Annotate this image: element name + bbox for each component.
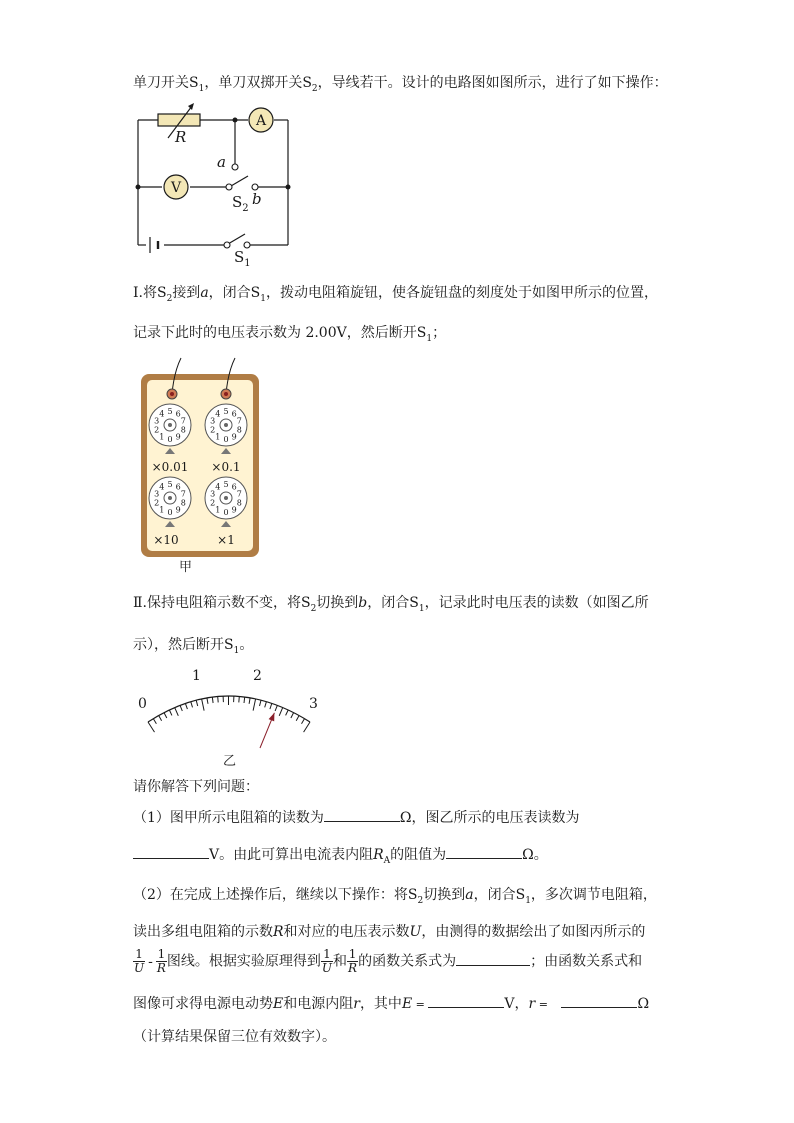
q2-line4 <box>133 993 649 1013</box>
step1-text: 接到 <box>172 285 201 301</box>
dial-digit: 9 <box>231 432 237 442</box>
scale-tick <box>265 702 267 708</box>
q2-text: = <box>412 998 429 1011</box>
ammeter-label: A <box>255 113 267 129</box>
voltmeter-label: V <box>170 180 182 196</box>
scale-tick <box>159 716 162 721</box>
dial-digit: 1 <box>159 432 165 442</box>
dial-digit: 4 <box>159 482 165 492</box>
figure-caption-yi: 乙 <box>223 754 237 769</box>
q2-text: Ω <box>637 996 650 1012</box>
scale-tick <box>239 697 240 703</box>
answer-blank-internal-resistance[interactable] <box>561 993 637 1008</box>
q2-var: U <box>409 924 422 940</box>
q2-line2 <box>133 921 645 941</box>
step2-sub: 1 <box>418 603 425 614</box>
dial-digit: 6 <box>231 409 237 419</box>
step1-text: Ⅰ.将S <box>133 285 167 301</box>
dial-digit: 7 <box>180 489 186 499</box>
scale-tick <box>175 708 179 716</box>
step1-line2 <box>133 322 446 344</box>
dial-digit: 3 <box>210 416 216 426</box>
mult-label-0: ×0.01 <box>151 460 189 474</box>
q1-text: 的阻值为 <box>390 847 447 863</box>
answer-blank-function[interactable] <box>456 951 530 966</box>
scale-tick <box>164 713 167 718</box>
scale-tick <box>275 705 277 711</box>
q1-text: Ω，图乙所示的电压表读数为 <box>399 810 580 826</box>
dial-digit: 5 <box>167 407 173 416</box>
dial-digit: 0 <box>223 435 229 444</box>
step1-text: 记录下此时的电压表示数为 2.00V，然后断开S <box>133 325 427 341</box>
dial-digit: 5 <box>223 407 229 416</box>
scale-tick <box>180 705 182 711</box>
q2-text: 和对应的电压表示数 <box>283 924 410 940</box>
node-b-label: b <box>252 190 262 208</box>
dial-digit: 2 <box>210 498 216 508</box>
figure-caption-jia: 甲 <box>179 560 193 575</box>
q2-text: ；由函数关系式和 <box>530 953 643 970</box>
q2-text: 图像可求得电源电动势 <box>133 996 273 1012</box>
scale-tick <box>296 716 299 721</box>
dial-digit: 9 <box>231 505 237 515</box>
step2-text: 。 <box>239 637 254 653</box>
scale-label-2: 2 <box>253 668 262 684</box>
q2-text: ，其中 <box>359 996 402 1012</box>
scale-tick <box>185 703 187 709</box>
resistance-box-figure <box>136 352 266 577</box>
q2-var: r <box>353 996 360 1012</box>
step2-line2 <box>133 634 253 656</box>
q2-text: ，闭合S <box>473 887 526 903</box>
scale-tick <box>260 700 262 706</box>
dial-digit: 6 <box>175 482 181 492</box>
circuit-diagram <box>128 100 308 270</box>
scale-tick <box>202 699 205 711</box>
step2-text: ，记录此时电压表的读数（如图乙所 <box>424 595 649 611</box>
dial-digit: 5 <box>223 480 229 489</box>
dial-digit: 8 <box>180 498 186 508</box>
scale-tick <box>302 719 305 724</box>
q2-var: E <box>273 996 284 1012</box>
step1-line1 <box>133 282 658 304</box>
mult-label-1: ×0.1 <box>211 460 241 474</box>
resistor-label: R <box>175 128 187 146</box>
fraction-1-over-r: $\frac{1}{R}$ <box>348 947 358 975</box>
scale-label-0: 0 <box>138 696 147 712</box>
dial-digit: 4 <box>215 482 221 492</box>
minus-sign: - <box>148 953 153 970</box>
q1-text: （1）图甲所示电阻箱的读数为 <box>133 810 324 826</box>
step1-text: ； <box>432 325 447 341</box>
dial-digit: 1 <box>159 505 165 515</box>
q2-text: 切换到 <box>423 887 466 903</box>
q2-text: 和 <box>333 953 348 970</box>
step1-text: ，拨动电阻箱旋钮，使各旋钮盘的刻度处于如图甲所示的位置， <box>266 285 658 301</box>
node-a-label: a <box>217 153 226 171</box>
intro-text-a: 单刀开关S <box>133 75 199 91</box>
step1-sub: 1 <box>426 333 433 344</box>
step1-text: ，闭合S <box>208 285 261 301</box>
q2-text: （2）在完成上述操作后，继续以下操作：将S <box>133 887 418 903</box>
questions-header: 请你解答下列问题： <box>133 779 259 795</box>
step2-sub: 2 <box>310 603 317 614</box>
dial-digit: 3 <box>154 489 160 499</box>
dial-digit: 1 <box>215 505 221 515</box>
dial-digit: 4 <box>159 409 165 419</box>
intro-text-b: ，单刀双掷开关S <box>204 75 312 91</box>
step2-line1 <box>133 592 649 614</box>
scale-tick <box>279 708 283 716</box>
switch2-label: $S_2$ <box>232 193 249 214</box>
q2-text: ，由测得的数据绘出了如图丙所示的 <box>421 924 646 940</box>
dial-digit: 2 <box>154 498 160 508</box>
dial-digit: 0 <box>167 508 173 517</box>
step1-var: a <box>200 285 209 301</box>
dial-digit: 4 <box>215 409 221 419</box>
fraction-1-over-u: $\frac{1}{U}$ <box>321 947 333 975</box>
q2-var: r <box>528 996 536 1012</box>
dial-digit: 9 <box>175 432 181 442</box>
scale-tick <box>286 710 289 715</box>
scale-tick <box>196 700 198 706</box>
dial-digit: 7 <box>180 416 186 426</box>
step2-sub: 1 <box>233 645 240 656</box>
dial-digit: 6 <box>175 409 181 419</box>
scale-label-3: 3 <box>309 696 318 712</box>
dial-digit: 1 <box>215 432 221 442</box>
step2-text: 示），然后断开S <box>133 637 234 653</box>
answer-blank-box-reading[interactable] <box>324 807 400 822</box>
step2-text: Ⅱ.保持电阻箱示数不变，将S <box>133 595 311 611</box>
intro-sub-2: 2 <box>311 83 318 94</box>
dial-digit: 8 <box>236 498 242 508</box>
q2-line5: （计算结果保留三位有效数字）。 <box>133 1029 336 1045</box>
dial-digit: 5 <box>167 480 173 489</box>
answer-blank-emf[interactable] <box>428 993 504 1008</box>
scale-tick <box>249 698 250 704</box>
intro-sub-1: 1 <box>198 83 205 94</box>
mult-label-3: ×1 <box>217 533 235 547</box>
q2-text: 的函数关系式为 <box>358 953 457 970</box>
dial-digit: 0 <box>223 508 229 517</box>
step2-var: b <box>358 595 368 611</box>
q2-sub: 2 <box>417 895 424 906</box>
scale-tick <box>191 702 193 708</box>
scale-tick <box>153 719 156 724</box>
answer-blank-ra[interactable] <box>446 844 522 859</box>
q2-text: ，多次调节电阻箱， <box>530 887 657 903</box>
q2-line3 <box>133 948 642 975</box>
scale-tick <box>253 699 256 711</box>
q2-text: = <box>535 998 552 1011</box>
dial-digit: 0 <box>167 435 173 444</box>
q2-text: V， <box>504 996 529 1012</box>
dial-digit: 7 <box>236 416 242 426</box>
dial-digit: 8 <box>236 425 242 435</box>
q1-var: R <box>373 847 384 863</box>
dial-digit: 7 <box>236 489 242 499</box>
dial-digit: 3 <box>210 489 216 499</box>
q2-sub: 1 <box>525 895 531 906</box>
intro-line <box>133 72 668 94</box>
intro-text-c: ，导线若干。设计的电路图如图所示，进行了如下操作： <box>317 75 668 91</box>
dial-digit: 6 <box>231 482 237 492</box>
step2-text: ，闭合S <box>367 595 419 611</box>
scale-tick <box>304 722 310 732</box>
scale-tick <box>169 710 172 715</box>
scale-tick <box>244 697 245 703</box>
q1-sub: A <box>383 855 391 866</box>
scale-label-1: 1 <box>192 668 201 684</box>
q2-line1 <box>133 884 657 906</box>
scale-tick <box>218 697 219 703</box>
dial-digit: 2 <box>210 425 216 435</box>
step1-sub: 2 <box>166 293 173 304</box>
q1-line1 <box>133 807 580 827</box>
scale-tick <box>148 722 155 732</box>
answer-blank-voltage[interactable] <box>133 844 209 859</box>
q1-text: Ω。 <box>522 847 548 863</box>
dial-digit: 9 <box>175 505 181 515</box>
q1-line2 <box>133 844 548 866</box>
q2-var: E <box>401 996 413 1012</box>
step1-sub: 1 <box>260 293 266 304</box>
q1-text: V。由此可算出电流表内阻 <box>209 847 374 863</box>
step2-text: 切换到 <box>316 595 359 611</box>
scale-tick <box>207 698 208 704</box>
q2-text: 读出多组电阻箱的示数 <box>133 924 273 940</box>
q2-text: 和电源内阻 <box>283 996 354 1012</box>
fraction-1-over-u: $\frac{1}{U}$ <box>134 947 145 975</box>
q2-var: a <box>465 887 474 903</box>
dial-digit: 3 <box>154 416 160 426</box>
fraction-1-over-r: $\frac{1}{R}$ <box>156 947 166 975</box>
q2-text: 图线。根据实验原理得到 <box>166 953 321 970</box>
switch1-label: $S_1$ <box>234 248 251 269</box>
mult-label-2: ×10 <box>153 533 179 547</box>
q2-var: R <box>273 924 284 940</box>
scale-tick <box>212 697 213 703</box>
scale-tick <box>291 713 294 718</box>
dial-digit: 2 <box>154 425 160 435</box>
dial-digit: 8 <box>180 425 186 435</box>
scale-tick <box>270 703 272 709</box>
